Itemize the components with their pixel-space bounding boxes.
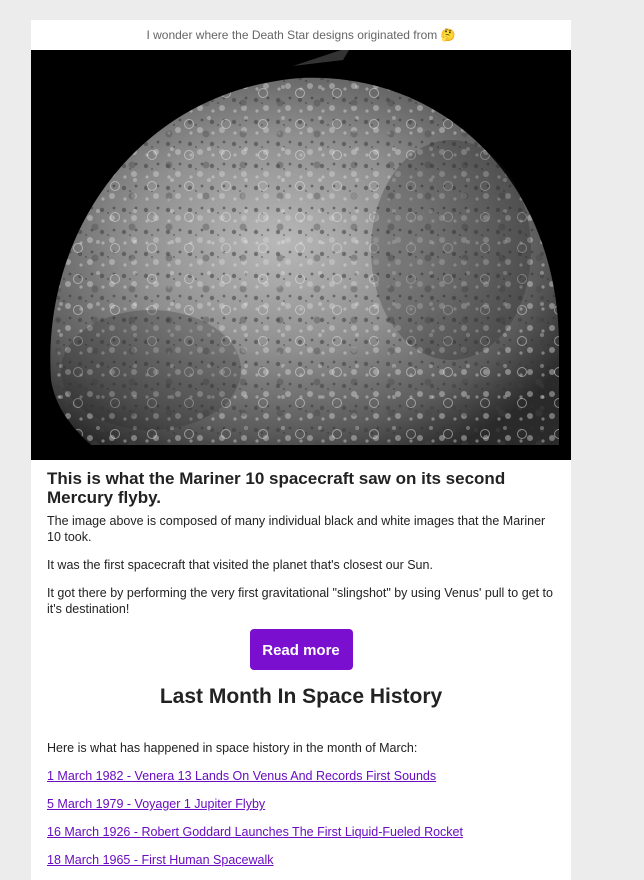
history-item bbox=[47, 796, 555, 812]
history-link[interactable]: 5 March 1979 - Voyager 1 Jupiter Flyby bbox=[47, 797, 266, 811]
article-paragraph: It was the first spacecraft that visited the planet that's closest our Sun. bbox=[47, 558, 433, 572]
article-paragraph: It got there by performing the very first gravitational "slingshot" by using Venus' pull to get to it's destination! bbox=[47, 586, 553, 616]
mercury-photo[interactable] bbox=[31, 50, 571, 460]
history-heading: Last Month In Space History bbox=[159, 685, 443, 708]
history-link[interactable]: 18 March 1965 - First Human Spacewalk bbox=[47, 853, 274, 867]
read-more-button[interactable]: Read more bbox=[250, 629, 353, 670]
read-more-wrapper bbox=[47, 629, 555, 670]
article-title: This is what the Mariner 10 spacecraft saw on its second Mercury flyby. bbox=[47, 469, 506, 507]
article-paragraph: The image above is composed of many individual black and white images that the Mariner 10 took. bbox=[47, 514, 546, 544]
history-link[interactable]: 1 March 1982 - Venera 13 Lands On Venus And Records First Sounds bbox=[47, 769, 437, 783]
image-caption: I wonder where the Death Star designs originated from 🤔 bbox=[146, 28, 456, 42]
history-item bbox=[47, 768, 555, 784]
email-card bbox=[31, 20, 571, 880]
history-item bbox=[47, 824, 555, 840]
mercury-planet-image bbox=[31, 50, 571, 460]
history-link[interactable]: 16 March 1926 - Robert Goddard Launches The First Liquid-Fueled Rocket bbox=[47, 825, 463, 839]
history-intro: Here is what has happened in space history in the month of March: bbox=[47, 741, 418, 755]
history-item bbox=[47, 852, 555, 868]
history-list bbox=[47, 768, 555, 868]
